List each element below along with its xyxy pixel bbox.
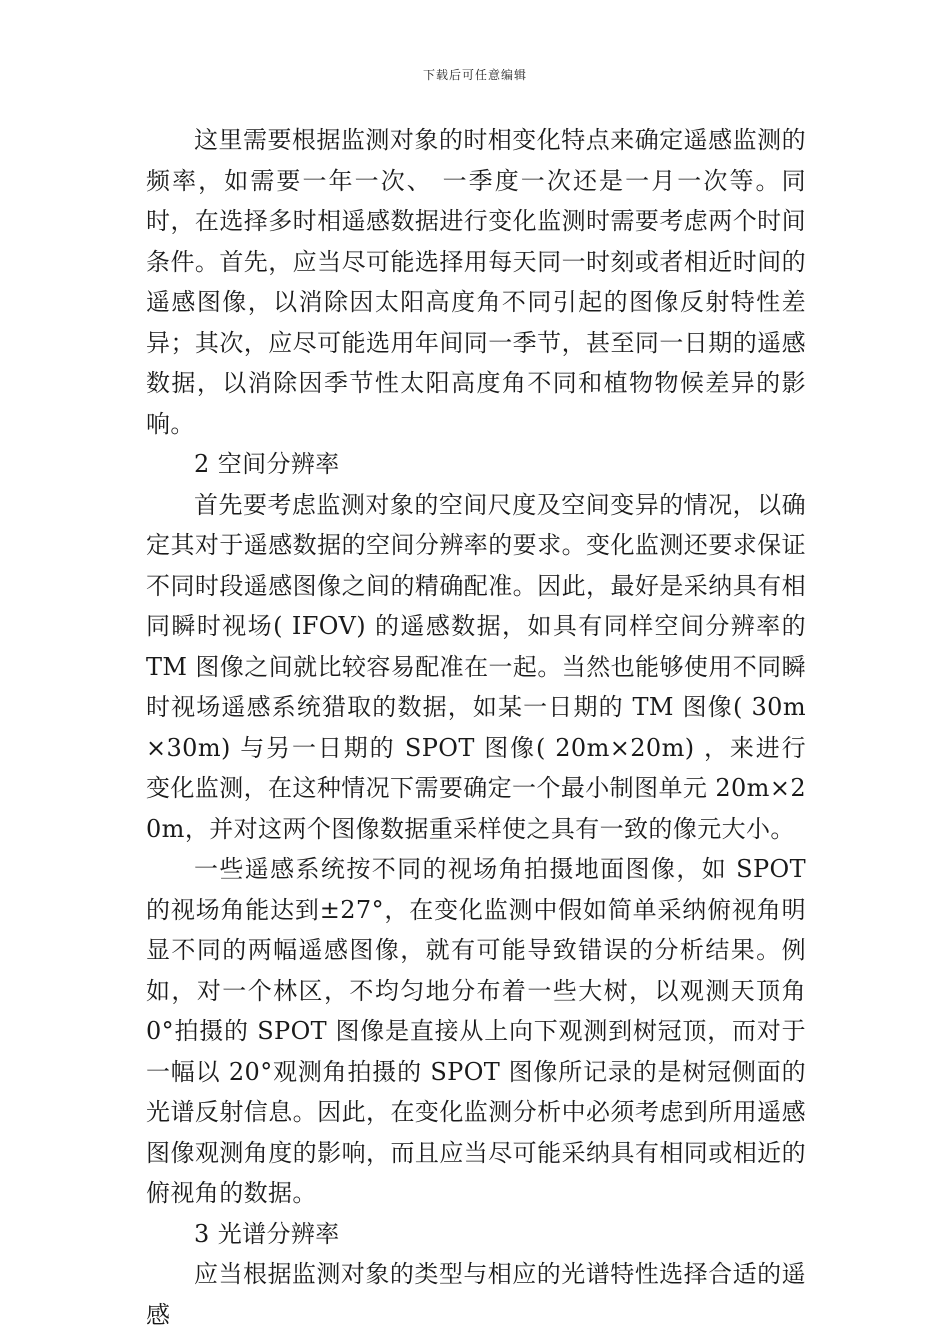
page-header: 下载后可任意编辑 bbox=[422, 68, 527, 82]
document-body bbox=[146, 120, 806, 1335]
section-heading-spatial-resolution: 2 空间分辨率 bbox=[194, 450, 340, 478]
section-heading-spectral-resolution: 3 光谱分辨率 bbox=[194, 1219, 340, 1248]
paragraph-temporal-frequency: 这里需要根据监测对象的时相变化特点来确定遥感监测的频率，如需要一年一次、 一季度一次还是一月一次等。同时，在选择多时相遥感数据进行变化监测时需要考虑两个时间条件。首先，应当尽可能选择用每天同一时刻或者相近时间的遥感图像，以消除因太阳高度角不同引起的图像反射特性差异；其次，应尽可能选用年间同一季节，甚至同一日期的遥感数据，以消除因季节性太阳高度角不同和植物物候差异的影响。 bbox=[146, 126, 806, 438]
paragraph-spectral-resolution: 应当根据监测对象的类型与相应的光谱特性选择合适的遥感 bbox=[146, 1260, 806, 1329]
paragraph-view-angle: 一些遥感系统按不同的视场角拍摄地面图像，如 SPOT 的视场角能达到±27°，在变化监测中假如简单采纳俯视角明显不同的两幅遥感图像，就有可能导致错误的分析结果。例如，对一个林区，不均匀地分布着一些大树，以观测天顶角 0°拍摄的 SPOT 图像是直接从上向下观测到树冠顶，而对于一幅以 20°观测角拍摄的 SPOT 图像所记录的是树冠侧面的光谱反射信息。因此，在变化监测分析中必须考虑到所用遥感图像观测角度的影响，而且应当尽可能采纳具有相同或相近的俯视角的数据。 bbox=[146, 855, 806, 1207]
paragraph-spatial-resolution: 首先要考虑监测对象的空间尺度及空间变异的情况，以确定其对于遥感数据的空间分辨率的要求。变化监测还要求保证不同时段遥感图像之间的精确配准。因此，最好是采纳具有相同瞬时视场( IFOV) 的遥感数据，如具有同样空间分辨率的 TM 图像之间就比较容易配准在一起。当然也能够使用不同瞬时视场遥感系统猎取的数据，如某一日期的 TM 图像( 30m×30m) 与另一日期的 SPOT 图像( 20m×20m) ，来进行变化监测，在这种情况下需要确定一个最小制图单元 20m×20m，并对这两个图像数据重采样使之具有一致的像元大小。 bbox=[146, 490, 806, 843]
